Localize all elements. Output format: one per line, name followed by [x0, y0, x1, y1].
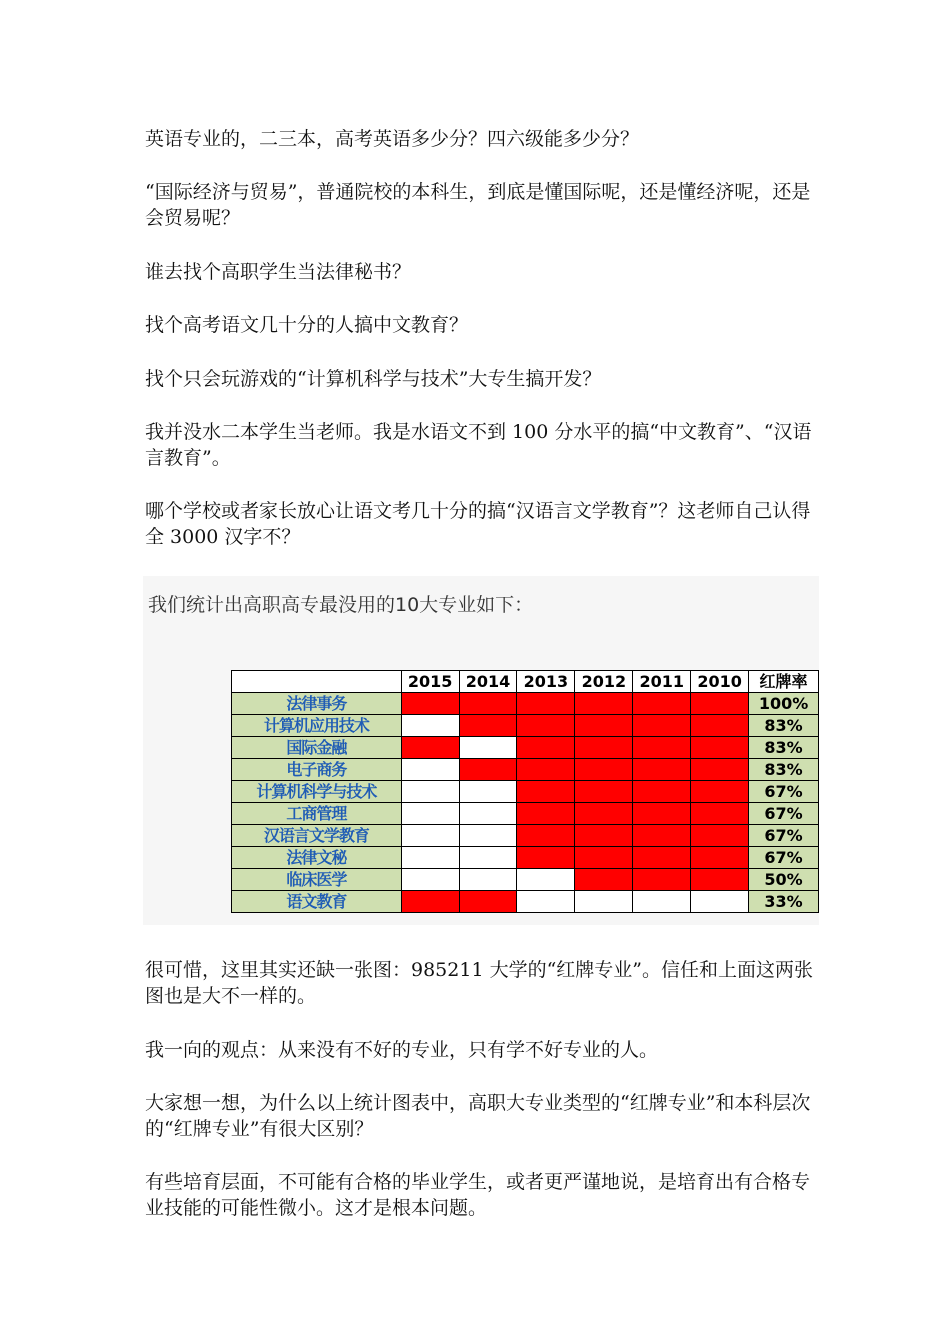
major-name: 国际金融 [232, 737, 402, 759]
major-name: 法律事务 [232, 693, 402, 715]
red-card-rate: 83% [749, 737, 819, 759]
empty-cell [459, 869, 517, 891]
paragraph-1: 英语专业的，二三本，高考英语多少分？四六级能多少分？ [145, 128, 640, 150]
red-card-cell [691, 803, 749, 825]
major-name: 汉语言文学教育 [232, 825, 402, 847]
table-row [232, 737, 819, 759]
paragraph-11: 有些培育层面，不可能有合格的毕业学生，或者更严谨地说，是培育出有合格专业技能的可能性微小。这才是根本问题。 [145, 1171, 811, 1219]
red-card-rate: 67% [749, 803, 819, 825]
red-card-cell [517, 693, 575, 715]
red-card-cell [691, 847, 749, 869]
red-card-rate: 50% [749, 869, 819, 891]
paragraph-7: 哪个学校或者家长放心让语文考几十分的搞“汉语言文学教育”？这老师自己认得全 3000 汉字不？ [145, 500, 811, 548]
table-row [232, 759, 819, 781]
empty-cell [459, 847, 517, 869]
red-card-rate: 67% [749, 847, 819, 869]
empty-cell [633, 891, 691, 913]
header-year: 2010 [691, 671, 749, 693]
empty-cell [401, 759, 459, 781]
table-row [232, 781, 819, 803]
red-card-cell [691, 759, 749, 781]
empty-cell [459, 737, 517, 759]
red-card-cell [575, 737, 633, 759]
red-card-cell [633, 869, 691, 891]
red-card-cell [517, 715, 575, 737]
table-header-row [232, 671, 819, 693]
red-card-cell [517, 803, 575, 825]
table-row [232, 803, 819, 825]
red-card-cell [575, 781, 633, 803]
header-year: 2012 [575, 671, 633, 693]
major-name: 临床医学 [232, 869, 402, 891]
red-card-rate: 33% [749, 891, 819, 913]
red-card-cell [691, 693, 749, 715]
header-corner [232, 671, 402, 693]
table-row [232, 891, 819, 913]
table-row [232, 869, 819, 891]
red-card-cell [401, 737, 459, 759]
red-card-cell [575, 803, 633, 825]
red-card-cell [633, 693, 691, 715]
empty-cell [691, 891, 749, 913]
red-card-cell [401, 693, 459, 715]
paragraph-3: 谁去找个高职学生当法律秘书？ [145, 261, 412, 283]
empty-cell [401, 715, 459, 737]
red-card-cell [401, 891, 459, 913]
red-card-rate: 83% [749, 759, 819, 781]
header-year: 2011 [633, 671, 691, 693]
empty-cell [517, 891, 575, 913]
empty-cell [459, 825, 517, 847]
red-card-cell [459, 693, 517, 715]
red-card-cell [691, 781, 749, 803]
red-card-cell [575, 825, 633, 847]
red-card-cell [517, 759, 575, 781]
major-name: 计算机科学与技术 [232, 781, 402, 803]
major-name: 法律文秘 [232, 847, 402, 869]
paragraph-6: 我并没水二本学生当老师。我是水语文不到 100 分水平的搞“中文教育”、“汉语言教育”。 [145, 421, 812, 469]
paragraph-5: 找个只会玩游戏的“计算机科学与技术”大专生搞开发？ [145, 368, 602, 390]
red-card-cell [691, 715, 749, 737]
major-name: 工商管理 [232, 803, 402, 825]
paragraph-2: “国际经济与贸易”，普通院校的本科生，到底是懂国际呢，还是懂经济呢，还是会贸易呢？ [145, 181, 811, 229]
paragraph-10: 大家想一想，为什么以上统计图表中，高职大专业类型的“红牌专业”和本科层次的“红牌专业”有很大区别？ [145, 1092, 811, 1140]
red-card-cell [633, 737, 691, 759]
red-card-cell [691, 737, 749, 759]
table-row [232, 825, 819, 847]
red-card-rate: 67% [749, 781, 819, 803]
red-card-rate: 67% [749, 825, 819, 847]
red-card-majors-figure [143, 576, 819, 925]
red-card-cell [517, 737, 575, 759]
red-card-cell [459, 891, 517, 913]
empty-cell [401, 869, 459, 891]
paragraph-8: 很可惜，这里其实还缺一张图：985211 大学的“红牌专业”。信任和上面这两张图也是大不一样的。 [145, 959, 813, 1007]
red-card-cell [633, 847, 691, 869]
header-year: 2014 [459, 671, 517, 693]
header-year: 2013 [517, 671, 575, 693]
empty-cell [401, 781, 459, 803]
empty-cell [459, 803, 517, 825]
red-card-cell [633, 825, 691, 847]
empty-cell [401, 847, 459, 869]
empty-cell [459, 781, 517, 803]
red-card-cell [517, 825, 575, 847]
major-name: 语文教育 [232, 891, 402, 913]
table-row [232, 693, 819, 715]
red-card-cell [575, 759, 633, 781]
red-card-cell [575, 693, 633, 715]
table-row [232, 847, 819, 869]
header-year: 2015 [401, 671, 459, 693]
empty-cell [575, 891, 633, 913]
header-rate: 红牌率 [749, 671, 819, 693]
red-card-cell [633, 781, 691, 803]
red-card-cell [633, 803, 691, 825]
red-card-table [231, 670, 819, 913]
red-card-cell [575, 715, 633, 737]
red-card-cell [517, 781, 575, 803]
red-card-cell [517, 847, 575, 869]
red-card-cell [575, 847, 633, 869]
empty-cell [401, 825, 459, 847]
red-card-cell [459, 759, 517, 781]
figure-title: 我们统计出高职高专最没用的10大专业如下： [148, 594, 534, 616]
empty-cell [517, 869, 575, 891]
major-name: 计算机应用技术 [232, 715, 402, 737]
red-card-cell [459, 715, 517, 737]
red-card-rate: 100% [749, 693, 819, 715]
paragraph-9: 我一向的观点：从来没有不好的专业，只有学不好专业的人。 [145, 1039, 659, 1061]
red-card-cell [691, 869, 749, 891]
paragraph-4: 找个高考语文几十分的人搞中文教育？ [145, 314, 469, 336]
empty-cell [401, 803, 459, 825]
major-name: 电子商务 [232, 759, 402, 781]
table-row [232, 715, 819, 737]
red-card-rate: 83% [749, 715, 819, 737]
red-card-cell [691, 825, 749, 847]
red-card-cell [575, 869, 633, 891]
red-card-cell [633, 715, 691, 737]
red-card-cell [633, 759, 691, 781]
